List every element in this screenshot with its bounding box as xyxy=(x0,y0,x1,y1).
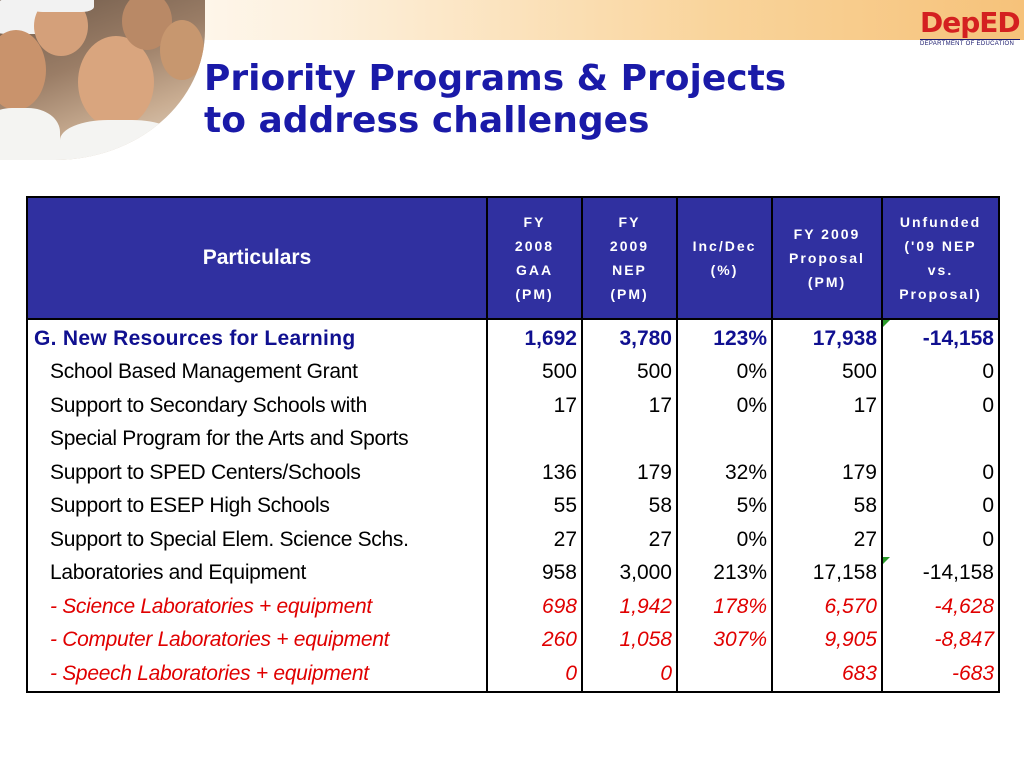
cell-fy2008-gaa: 136 xyxy=(487,456,582,490)
cell-inc-dec: 307% xyxy=(677,624,772,658)
cell-fy2009-proposal: 58 xyxy=(772,490,882,524)
deped-logo xyxy=(920,8,1020,50)
header-line: (PM) xyxy=(515,286,554,302)
logo-text: DepED xyxy=(920,6,1020,39)
cell-particulars: - Science Laboratories + equipment xyxy=(27,590,487,624)
cell-inc-dec: 0% xyxy=(677,523,772,557)
cell-particulars: Support to Secondary Schools with xyxy=(27,389,487,423)
cell-fy2009-nep: 27 xyxy=(582,523,677,557)
cell-fy2008-gaa: 1,692 xyxy=(487,319,582,356)
table-body xyxy=(27,319,999,692)
cell-inc-dec: 178% xyxy=(677,590,772,624)
cell-fy2009-nep xyxy=(582,423,677,457)
cell-fy2009-proposal: 683 xyxy=(772,657,882,692)
cell-particulars: Support to Special Elem. Science Schs. xyxy=(27,523,487,557)
cell-unfunded: 0 xyxy=(882,490,999,524)
cell-particulars: Laboratories and Equipment xyxy=(27,557,487,591)
cell-unfunded: -14,158 xyxy=(882,557,999,591)
cell-fy2009-proposal: 9,905 xyxy=(772,624,882,658)
children-photo xyxy=(0,0,205,160)
header-line: ('09 NEP xyxy=(904,238,977,254)
table-row xyxy=(27,456,999,490)
header-line: vs. xyxy=(927,262,954,278)
header-line: GAA xyxy=(515,262,554,278)
cell-particulars: - Speech Laboratories + equipment xyxy=(27,657,487,692)
table-row xyxy=(27,557,999,591)
cell-particulars: Special Program for the Arts and Sports xyxy=(27,423,487,457)
table-row xyxy=(27,523,999,557)
cell-particulars: - Computer Laboratories + equipment xyxy=(27,624,487,658)
header-line: FY xyxy=(618,214,641,230)
cell-inc-dec: 5% xyxy=(677,490,772,524)
header-line: (PM) xyxy=(807,274,847,290)
cell-fy2009-proposal: 27 xyxy=(772,523,882,557)
logo-subtext: DEPARTMENT OF EDUCATION xyxy=(920,39,1020,47)
table-row xyxy=(27,490,999,524)
header-line: 2009 xyxy=(609,238,650,254)
table-row xyxy=(27,624,999,658)
cell-fy2008-gaa: 698 xyxy=(487,590,582,624)
cell-unfunded: -683 xyxy=(882,657,999,692)
cell-fy2009-nep: 179 xyxy=(582,456,677,490)
cell-fy2009-proposal xyxy=(772,423,882,457)
cell-fy2009-nep: 58 xyxy=(582,490,677,524)
table-header xyxy=(27,197,999,319)
header-line: Particulars xyxy=(202,246,312,269)
table-row xyxy=(27,423,999,457)
cell-unfunded: 0 xyxy=(882,456,999,490)
header-fy2009-proposal xyxy=(772,197,882,319)
header-line: FY 2009 xyxy=(793,226,861,242)
cell-inc-dec xyxy=(677,657,772,692)
cell-fy2009-proposal: 500 xyxy=(772,356,882,390)
cell-inc-dec: 32% xyxy=(677,456,772,490)
cell-fy2009-nep: 500 xyxy=(582,356,677,390)
cell-unfunded: 0 xyxy=(882,389,999,423)
cell-unfunded: -8,847 xyxy=(882,624,999,658)
title-line-2: to address challenges xyxy=(204,100,650,141)
title-line-1: Priority Programs & Projects xyxy=(204,58,787,99)
table-row xyxy=(27,319,999,356)
header-line: Inc/Dec xyxy=(692,238,757,254)
header-line: Proposal) xyxy=(899,286,982,302)
cell-fy2008-gaa xyxy=(487,423,582,457)
cell-inc-dec: 213% xyxy=(677,557,772,591)
cell-fy2009-proposal: 17 xyxy=(772,389,882,423)
cell-particulars: School Based Management Grant xyxy=(27,356,487,390)
cell-fy2009-nep: 3,780 xyxy=(582,319,677,356)
cell-fy2008-gaa: 500 xyxy=(487,356,582,390)
header-fy2009-nep xyxy=(582,197,677,319)
header-fy2008-gaa xyxy=(487,197,582,319)
cell-particulars: G. New Resources for Learning xyxy=(27,319,487,356)
cell-unfunded: -14,158 xyxy=(882,319,999,356)
table-row xyxy=(27,356,999,390)
header-line: (PM) xyxy=(610,286,649,302)
cell-particulars: Support to ESEP High Schools xyxy=(27,490,487,524)
cell-fy2009-nep: 0 xyxy=(582,657,677,692)
header-line: NEP xyxy=(612,262,647,278)
cell-inc-dec: 123% xyxy=(677,319,772,356)
cell-fy2009-proposal: 6,570 xyxy=(772,590,882,624)
cell-particulars: Support to SPED Centers/Schools xyxy=(27,456,487,490)
budget-table xyxy=(26,196,1000,693)
cell-unfunded xyxy=(882,423,999,457)
header-particulars xyxy=(27,197,487,319)
cell-fy2008-gaa: 260 xyxy=(487,624,582,658)
cell-fy2008-gaa: 0 xyxy=(487,657,582,692)
cell-fy2009-nep: 1,942 xyxy=(582,590,677,624)
cell-fy2008-gaa: 55 xyxy=(487,490,582,524)
cell-fy2008-gaa: 27 xyxy=(487,523,582,557)
header-line: Unfunded xyxy=(899,214,982,230)
cell-fy2009-nep: 17 xyxy=(582,389,677,423)
header-line: 2008 xyxy=(514,238,555,254)
header-line: (%) xyxy=(710,262,739,278)
header-unfunded xyxy=(882,197,999,319)
cell-fy2008-gaa: 958 xyxy=(487,557,582,591)
table-row xyxy=(27,657,999,692)
header-inc-dec xyxy=(677,197,772,319)
cell-fy2009-nep: 1,058 xyxy=(582,624,677,658)
header-line: FY xyxy=(523,214,546,230)
cell-unfunded: -4,628 xyxy=(882,590,999,624)
header-line: Proposal xyxy=(789,250,865,266)
cell-fy2009-proposal: 179 xyxy=(772,456,882,490)
table-row xyxy=(27,590,999,624)
cell-unfunded: 0 xyxy=(882,523,999,557)
cell-inc-dec xyxy=(677,423,772,457)
cell-unfunded: 0 xyxy=(882,356,999,390)
cell-fy2009-proposal: 17,938 xyxy=(772,319,882,356)
cell-inc-dec: 0% xyxy=(677,389,772,423)
table-row xyxy=(27,389,999,423)
page-title xyxy=(204,58,924,142)
cell-fy2009-nep: 3,000 xyxy=(582,557,677,591)
cell-fy2008-gaa: 17 xyxy=(487,389,582,423)
cell-inc-dec: 0% xyxy=(677,356,772,390)
cell-fy2009-proposal: 17,158 xyxy=(772,557,882,591)
